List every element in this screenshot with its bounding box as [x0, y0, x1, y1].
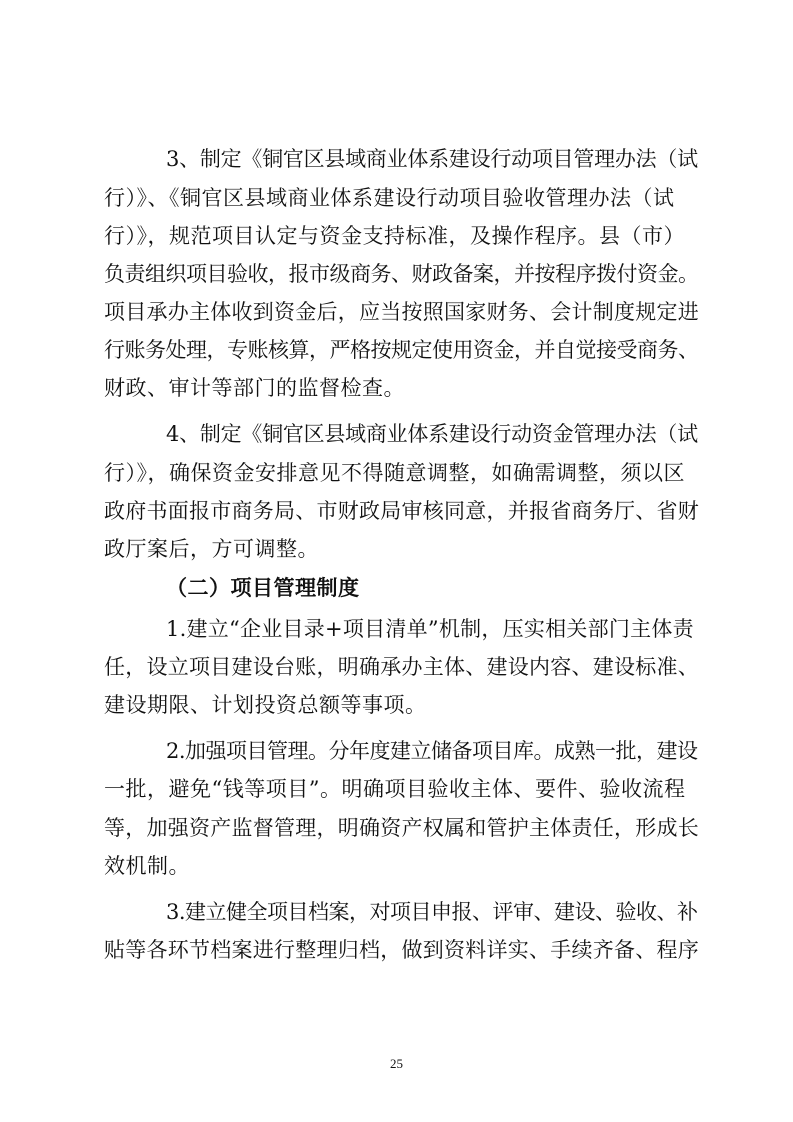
paragraph-2-line-4: 政厅案后，方可调整。: [104, 537, 319, 561]
paragraph-1-line-2: 行）》、《铜官区县域商业体系建设行动项目验收管理办法（试: [104, 186, 675, 210]
item-2-line-2: 一批，避免“钱等项目”。明确项目验收主体、要件、验收流程: [104, 777, 686, 801]
item-1-line-1: 1.建立“企业目录+项目清单”机制，压实相关部门主体责: [166, 617, 694, 641]
item-3-line-2: 贴等各环节档案进行整理归档，做到资料详实、手续齐备、程序: [104, 938, 699, 962]
paragraph-1-line-5: 项目承办主体收到资金后，应当按照国家财务、会计制度规定进: [104, 300, 699, 324]
paragraph-1-line-4: 负责组织项目验收，报市级商务、财政备案，并按程序拨付资金。: [104, 262, 699, 286]
item-2-line-4: 效机制。: [104, 854, 190, 878]
paragraph-1-line-3: 行）》，规范项目认定与资金支持标准，及操作程序。县（市）: [104, 224, 685, 248]
paragraph-1-line-7: 财政、审计等部门的监督检查。: [104, 376, 405, 400]
paragraph-1-line-6: 行账务处理，专账核算，严格按规定使用资金，并自觉接受商务、: [104, 338, 699, 362]
item-1-line-2: 任，设立项目建设台账，明确承办主体、建设内容、建设标准、: [104, 655, 699, 679]
item-2-line-3: 等，加强资产监督管理，明确资产权属和管护主体责任，形成长: [104, 816, 699, 840]
paragraph-2-line-1: 4、制定《铜官区县域商业体系建设行动资金管理办法（试: [166, 422, 698, 446]
section-heading: （二）项目管理制度: [166, 575, 360, 600]
paragraph-2-line-3: 政府书面报市商务局、市财政局审核同意，并报省商务厅、省财: [104, 499, 699, 523]
item-2-line-1: 2.加强项目管理。分年度建立储备项目库。成熟一批，建设: [166, 739, 698, 763]
page-number: 25: [390, 1056, 403, 1071]
paragraph-2-line-2: 行）》，确保资金安排意见不得随意调整，如确需调整，须以区: [104, 461, 685, 485]
paragraph-1-line-1: 3、制定《铜官区县域商业体系建设行动项目管理办法（试: [166, 147, 698, 171]
item-3-line-1: 3.建立健全项目档案，对项目申报、评审、建设、验收、补: [166, 900, 698, 924]
item-1-line-3: 建设期限、计划投资总额等事项。: [104, 693, 427, 717]
